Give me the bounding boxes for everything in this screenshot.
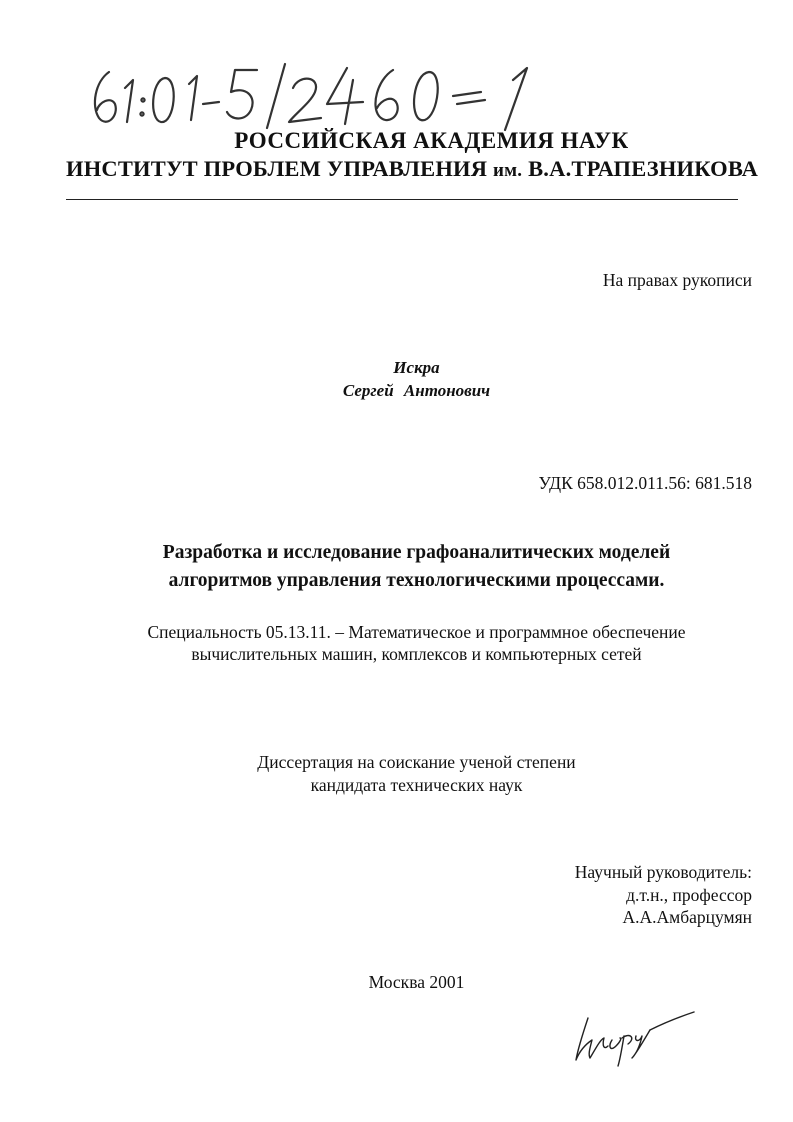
thesis-title-line-2: алгоритмов управления технологическими процессами. <box>168 570 665 591</box>
supervisor-name: А.А.Амбарцумян <box>622 907 752 927</box>
city-year: Москва 2001 <box>368 972 465 992</box>
dissertation-line-1: Диссертация на соискание ученой степени <box>257 752 576 772</box>
supervisor-degree: д.т.н., профессор <box>626 885 752 905</box>
organization-institute: ИНСТИТУТ ПРОБЛЕМ УПРАВЛЕНИЯ <box>66 156 488 181</box>
udk-code: УДК 658.012.011.56: 681.518 <box>538 473 752 493</box>
author-last-name: Искра <box>393 358 440 377</box>
rights-note: На правах рукописи <box>602 270 752 290</box>
supervisor-label: Научный руководитель: <box>574 862 752 882</box>
organization-line-1: РОССИЙСКАЯ АКАДЕМИЯ НАУК <box>234 128 629 153</box>
handwritten-archive-number <box>85 58 555 133</box>
organization-person: В.А.ТРАПЕЗНИКОВА <box>528 156 759 181</box>
specialty-line-1: Специальность 05.13.11. – Математическое и программное обеспечение <box>147 622 686 642</box>
organization-line-2 <box>66 156 758 182</box>
author-first-names: Сергей Антонович <box>342 381 491 400</box>
header-divider <box>66 199 738 200</box>
thesis-title-line-1: Разработка и исследование графоаналитических моделей <box>162 542 671 563</box>
dissertation-line-2: кандидата технических наук <box>310 775 523 795</box>
author-signature <box>570 1000 700 1068</box>
organization-im: им. <box>493 160 523 181</box>
specialty-line-2: вычислительных машин, комплексов и компьютерных сетей <box>191 644 642 664</box>
